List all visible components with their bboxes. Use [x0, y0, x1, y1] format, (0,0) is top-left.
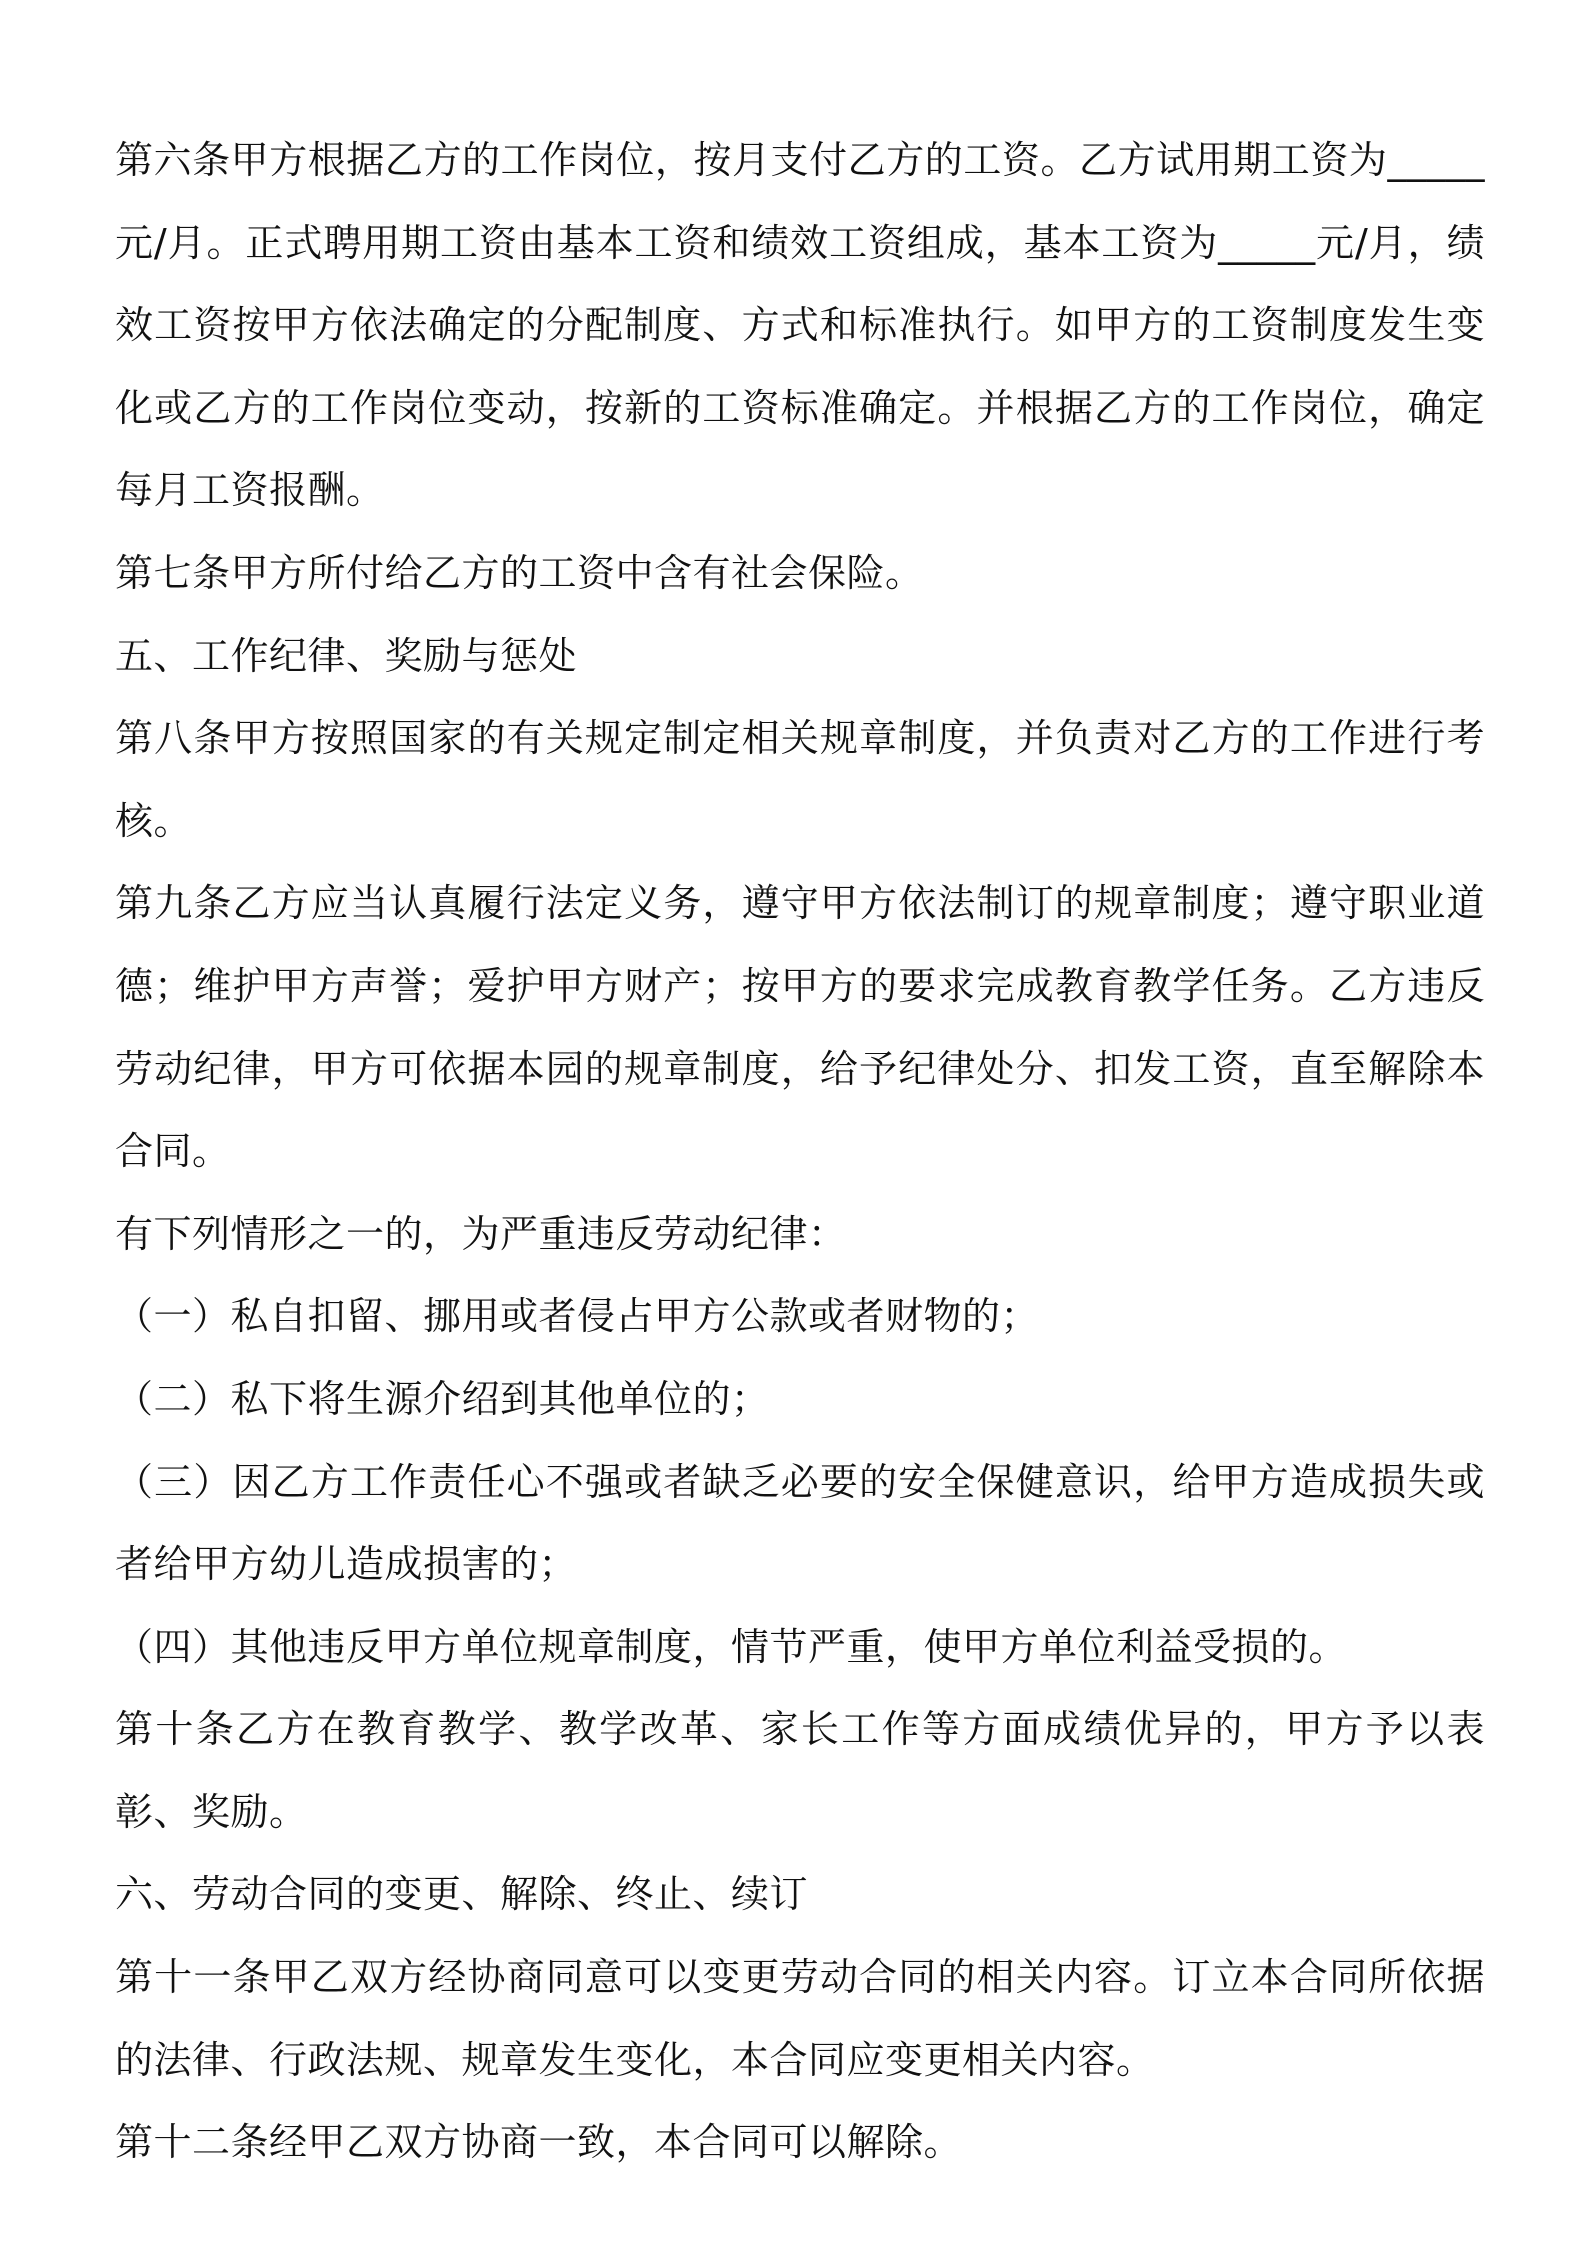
article-10-paragraph: 第十条乙方在教育教学、教学改革、家长工作等方面成绩优异的，甲方予以表彰、奖励。: [115, 1707, 1485, 1834]
article-12-paragraph: 第十二条经甲乙双方协商一致，本合同可以解除。: [115, 2120, 963, 2165]
violation-item-3: （三）因乙方工作责任心不强或者缺乏必要的安全保健意识，给甲方造成损失或者给甲方幼儿造成损害的；: [115, 1459, 1485, 1587]
article-11-paragraph: 第十一条甲乙双方经协商同意可以变更劳动合同的相关内容。订立本合同所依据的法律、行政法规、规章发生变化，本合同应变更相关内容。: [115, 1955, 1485, 2082]
article-8-paragraph: 第八条甲方按照国家的有关规定制定相关规章制度，并负责对乙方的工作进行考核。: [115, 716, 1485, 843]
section-5-heading: 五、工作纪律、奖励与惩处: [115, 633, 578, 678]
violation-item-2: （二）私下将生源介绍到其他单位的；: [115, 1376, 770, 1421]
article-7-paragraph: 第七条甲方所付给乙方的工资中含有社会保险。: [115, 550, 924, 595]
serious-violation-intro: 有下列情形之一的，为严重违反劳动纪律：: [115, 1211, 847, 1256]
document-body: [115, 119, 1485, 2184]
article-6-paragraph: 第六条甲方根据乙方的工作岗位，按月支付乙方的工资。乙方试用期工资为_____元/月。正式聘用期工资由基本工资和绩效工资组成，基本工资为_____元/月，绩效工资按甲方依法确定的分配制度、方式和标准执行。如甲方的工资制度发生变化或乙方的工作岗位变动，按新的工资标准确定。并根据乙方的工作岗位，确定每月工资报酬。: [115, 138, 1485, 513]
article-9-paragraph: 第九条乙方应当认真履行法定义务，遵守甲方依法制订的规章制度；遵守职业道德；维护甲方声誉；爱护甲方财产；按甲方的要求完成教育教学任务。乙方违反劳动纪律，甲方可依据本园的规章制度，给予纪律处分、扣发工资，直至解除本合同。: [115, 881, 1485, 1174]
section-6-heading: 六、劳动合同的变更、解除、终止、续订: [115, 1872, 809, 1917]
violation-item-4: （四）其他违反甲方单位规章制度，情节严重，使甲方单位利益受损的。: [115, 1624, 1348, 1669]
violation-item-1: （一）私自扣留、挪用或者侵占甲方公款或者财物的；: [115, 1294, 1040, 1339]
